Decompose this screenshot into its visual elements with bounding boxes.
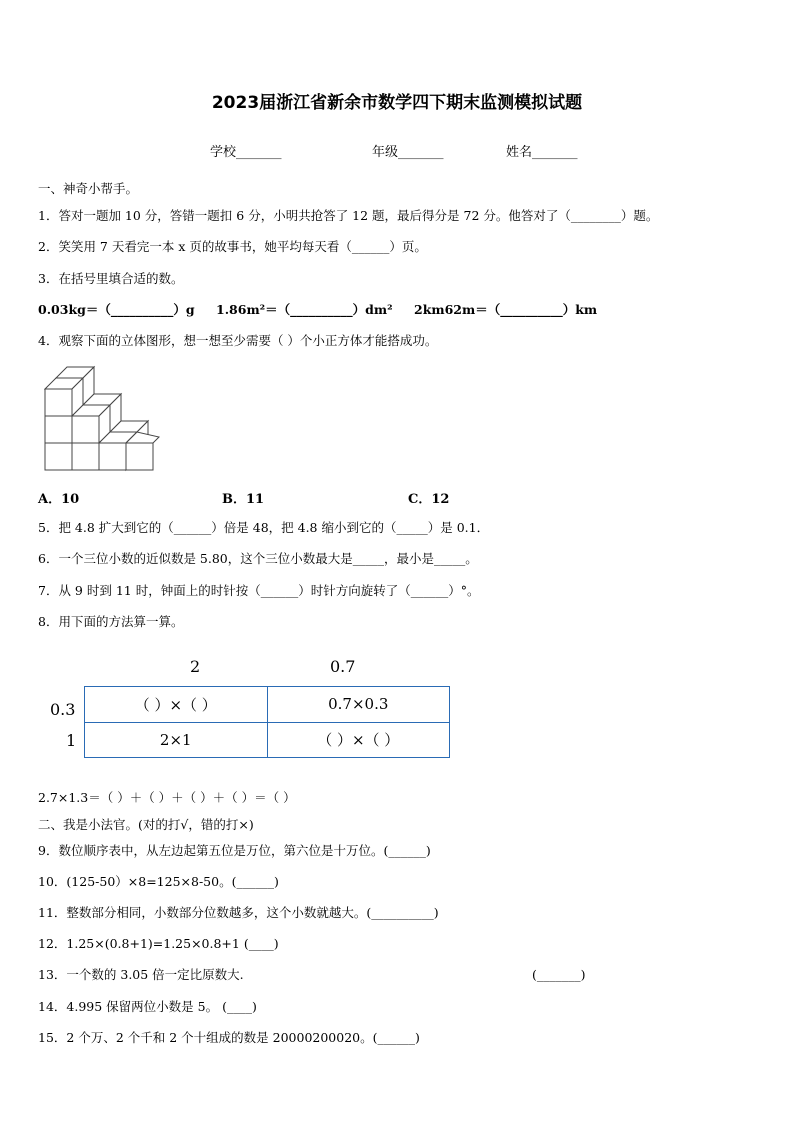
grid-row-head-2: 1: [66, 731, 77, 750]
name-field: 姓名_______: [506, 145, 578, 160]
question-3-item-2: 1.86m²＝（__________）dm²: [216, 302, 393, 317]
question-5: 5．把 4.8 扩大到它的（______）倍是 48，把 4.8 缩小到它的（_____）是 0.1．: [38, 520, 490, 535]
grid-row-head-1: 0.3: [50, 700, 76, 719]
grid-col-head-1: 2: [190, 657, 201, 676]
section-2-heading: 二、我是小法官。(对的打√，错的打×): [38, 817, 254, 832]
option-b: B．11: [222, 492, 265, 507]
section-1-heading: 一、神奇小帮手。: [38, 181, 139, 196]
question-1: 1．答对一题加 10 分，答错一题扣 6 分，小明共抢答了 12 题，最后得分是 72 分。他答对了（________）题。: [38, 208, 659, 223]
grid-cell: 2×1: [85, 722, 268, 758]
question-12: 12．1.25×(0.8+1)=1.25×0.8+1 (____): [38, 936, 279, 951]
question-10: 10．(125-50）×8=125×8-50。(______): [38, 874, 279, 889]
option-a: A．10: [38, 492, 80, 507]
cube-stack-figure: [44, 365, 160, 473]
question-7: 7．从 9 时到 11 时，钟面上的时针按（______）时针方向旋转了（______）°。: [38, 583, 480, 598]
question-8-equation: 2.7×1.3＝（ ）＋（ ）＋（ ）＋（ ）＝（ ）: [38, 790, 296, 805]
grid-col-head-2: 0.7: [330, 657, 356, 676]
question-13: 13．一个数的 3.05 倍一定比原数大.: [38, 967, 244, 982]
question-3-item-3: 2km62m＝（__________）km: [414, 302, 598, 317]
option-c: C．12: [408, 492, 450, 507]
question-3-item-1: 0.03kg＝（__________）g: [38, 302, 195, 317]
multiplication-grid: [84, 686, 450, 758]
question-14: 14．4.995 保留两位小数是 5。 (____): [38, 999, 257, 1014]
question-2: 2．笑笑用 7 天看完一本 x 页的故事书，她平均每天看（______）页。: [38, 239, 427, 254]
question-11: 11．整数部分相同，小数部分位数越多，这个小数就越大。(__________): [38, 905, 439, 920]
question-6: 6．一个三位小数的近似数是 5.80，这个三位小数最大是_____，最小是_____。: [38, 551, 478, 566]
question-15: 15．2 个万、2 个千和 2 个十组成的数是 20000200020。(______): [38, 1030, 420, 1045]
page-title: 2023届浙江省新余市数学四下期末监测模拟试题: [211, 93, 583, 113]
grid-cell: （ ）×（ ）: [85, 687, 268, 723]
question-8: 8．用下面的方法算一算。: [38, 614, 184, 629]
grade-field: 年级_______: [372, 145, 444, 160]
question-9: 9．数位顺序表中，从左边起第五位是万位，第六位是十万位。(______): [38, 843, 431, 858]
school-field: 学校_______: [210, 145, 282, 160]
question-3: 3．在括号里填合适的数。: [38, 271, 184, 286]
grid-cell: 0.7×0.3: [267, 687, 450, 723]
question-4: 4．观察下面的立体图形，想一想至少需要（ ）个小正方体才能搭成功。: [38, 333, 438, 348]
question-13-blank: (_______): [532, 967, 586, 982]
grid-cell: （ ）×（ ）: [267, 722, 450, 758]
